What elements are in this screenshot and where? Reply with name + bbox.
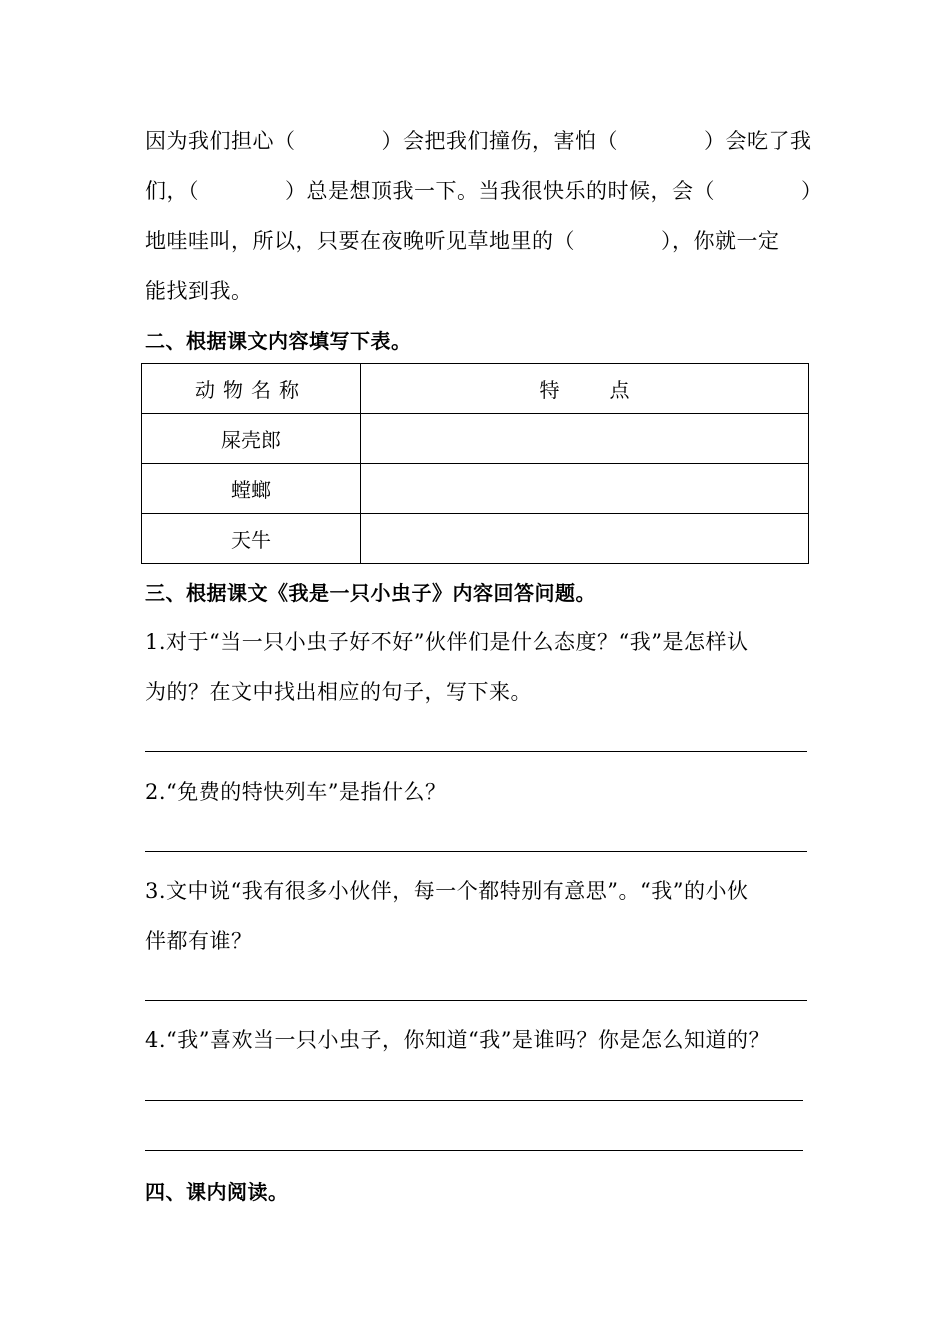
feature-answer-cell[interactable] xyxy=(361,414,809,464)
table-row xyxy=(142,514,809,564)
question-1-line-1: 1.对于“当一只小虫子好不好”伙伴们是什么态度？“我”是怎样认 xyxy=(145,630,749,654)
animal-name-cell: 天牛 xyxy=(142,514,361,564)
feature-answer-cell[interactable] xyxy=(361,464,809,514)
answer-line-q4-2[interactable] xyxy=(145,1150,803,1151)
section-4-heading: 四、课内阅读。 xyxy=(145,1180,289,1204)
feature-answer-cell[interactable] xyxy=(361,514,809,564)
question-3-line-1: 3.文中说“我有很多小伙伴，每一个都特别有意思”。“我”的小伙 xyxy=(145,879,749,903)
passage-line-4: 能找到我。 xyxy=(145,279,253,303)
animal-name-cell: 屎壳郎 xyxy=(142,414,361,464)
table-header-row xyxy=(142,364,809,414)
header-animal-name: 动物名称 xyxy=(195,378,307,402)
passage-line-1: 因为我们担心（ ）会把我们撞伤，害怕（ ）会吃了我 xyxy=(145,129,812,153)
header-feature: 特点 xyxy=(539,378,680,402)
answer-line-q2[interactable] xyxy=(145,851,807,852)
animal-name-cell: 螳螂 xyxy=(142,464,361,514)
section-3-heading: 三、根据课文《我是一只小虫子》内容回答问题。 xyxy=(145,581,596,605)
section-2-heading: 二、根据课文内容填写下表。 xyxy=(145,329,412,353)
question-1-line-2: 为的？在文中找出相应的句子，写下来。 xyxy=(145,680,532,704)
question-3-line-2: 伴都有谁？ xyxy=(145,929,253,953)
answer-line-q4-1[interactable] xyxy=(145,1100,803,1101)
animal-feature-table xyxy=(141,363,809,564)
question-2: 2.“免费的特快列车”是指什么？ xyxy=(145,780,447,804)
table-row xyxy=(142,414,809,464)
passage-line-2: 们，（ ）总是想顶我一下。当我很快乐的时候，会（ ） xyxy=(145,179,823,203)
table-row xyxy=(142,464,809,514)
answer-line-q1[interactable] xyxy=(145,751,807,752)
passage-line-3: 地哇哇叫，所以，只要在夜晚听见草地里的（ ），你就一定 xyxy=(145,229,780,253)
answer-line-q3[interactable] xyxy=(145,1000,807,1001)
question-4: 4.“我”喜欢当一只小虫子，你知道“我”是谁吗？你是怎么知道的？ xyxy=(145,1028,770,1052)
